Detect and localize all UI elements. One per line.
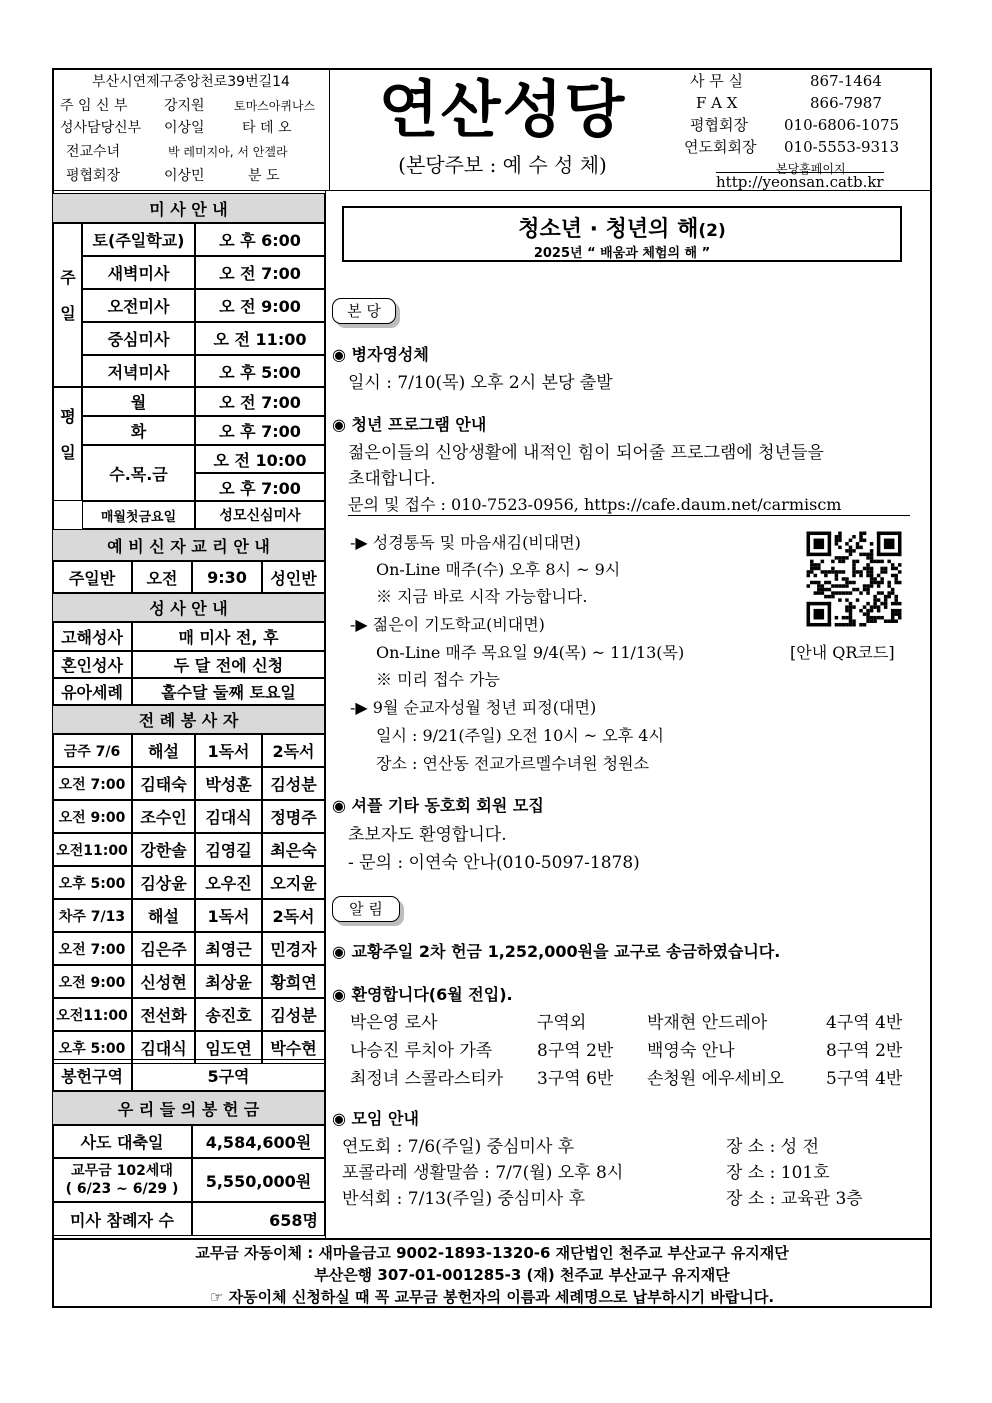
program-item: ※ 지금 바로 시작 가능합니다. [376,587,588,606]
offering-name: 사도 대축일 [52,1125,192,1158]
program-item: -▶ 9월 순교자성월 청년 피정(대면) [350,698,597,717]
liturgy-cell: 김성분 [262,998,325,1031]
mass-time: 오 전 9:00 [195,289,325,322]
mass-section-title: 미 사 안 내 [52,193,325,223]
liturgy-cell: 조수인 [132,800,195,833]
liturgy-cell: 김대식 [132,1031,195,1064]
liturgy-cell: 오전 7:00 [52,932,132,965]
qr-label: [안내 QR코드] [790,643,895,662]
notice-tab: 알 림 [332,896,400,922]
meeting-where: 장 소 : 성 전 [726,1137,820,1157]
mass-time: 오 후 6:00 [195,223,325,256]
staff-baptismal: 분 도 [248,168,280,184]
mass-time: 성모신심미사 [195,501,325,529]
welcome-entry: 백영숙 안나 [647,1041,735,1061]
liturgy-cell: 오전 7:00 [52,767,132,800]
youth-desc: 초대합니다. [348,469,436,489]
welcome-entry: 구역외 [537,1013,587,1033]
footer-line: ☞ 자동이체 신청하실 때 꼭 교무금 봉헌자의 이름과 세례명으로 납부하시기 바랍니다. [209,1288,775,1306]
header-title-block [330,68,675,190]
sacrament-value: 매 미사 전, 후 [132,622,325,651]
liturgy-cell: 김상윤 [132,866,195,899]
mass-name: 새벽미사 [82,256,195,289]
liturgy-cell: 오전 9:00 [52,965,132,998]
welcome-entry: 최정녀 스콜라스티카 [350,1069,504,1089]
liturgy-cell: 오후 5:00 [52,1031,132,1064]
liturgy-cell: 오전11:00 [52,833,132,866]
liturgy-cell: 강한솔 [132,833,195,866]
welcome-entry: 4구역 4반 [826,1013,903,1033]
mass-time: 오 전 10:00 [195,445,325,473]
staff-baptismal: 타 데 오 [242,120,292,136]
program-item: ※ 미리 접수 가능 [376,670,500,689]
offering-value: 4,584,600원 [192,1125,325,1158]
liturgy-cell: 오전11:00 [52,998,132,1031]
banner-title [344,212,900,243]
offering-section-title: 우 리 들 의 봉 헌 금 [52,1091,325,1125]
liturgy-header-cell: 1독서 [195,899,262,932]
contact-value: 010-5553-9313 [784,138,900,156]
liturgy-cell: 김성분 [262,767,325,800]
program-item: On-Line 매주 목요일 9/4(목) ~ 11/13(목) [376,643,685,662]
contact-row [676,92,932,114]
homepage-label: 본당홈페이지 [776,162,846,176]
sacrament-name: 고해성사 [52,622,132,651]
staff-name: 이상민 [164,168,205,184]
offering-name-line1: 교무금 102세대 [71,1163,173,1179]
liturgy-cell: 박수현 [262,1031,325,1064]
banner-title-text: 청소년 · 청년의 해 [518,217,699,242]
staff-name: 이상일 [164,120,205,136]
sick-communion-line: 일시 : 7/10(목) 오후 2시 본당 출발 [348,373,613,393]
liturgy-header-cell: 해설 [132,899,195,932]
contact-value: 866-7987 [810,94,882,112]
address: 부산시연제구중앙천로39번길14 [92,74,290,90]
mass-name: 토(주일학교) [82,223,195,256]
footer-line: 부산은행 307-01-001285-3 (재) 천주교 부산교구 유지재단 [314,1266,730,1284]
liturgy-cell: 송진호 [195,998,262,1031]
weekday-label: 평일 [52,387,82,501]
mass-time: 오 전 7:00 [195,387,325,416]
liturgy-cell: 오우진 [195,866,262,899]
staff-role: 성사담당신부 [60,120,142,136]
liturgy-cell: 최상윤 [195,965,262,998]
contact-row [676,114,932,136]
mass-name: 화 [82,416,195,445]
welcome-title: ◉ 환영합니다(6월 전입). [332,985,513,1004]
welcome-entry: 3구역 6반 [537,1069,614,1089]
program-item: 장소 : 연산동 전교가르멜수녀원 청원소 [376,754,650,773]
meeting-title: ◉ 모임 안내 [332,1109,419,1128]
offering-name: 미사 참례자 수 [52,1202,192,1236]
banner-title-suffix: (2) [698,221,726,241]
catechumen-cell: 오전 [132,561,192,593]
qr-code-icon[interactable] [800,528,908,630]
youth-contact: 문의 및 접수 : 010-7523-0956, https://cafe.daum.net/carmiscm [348,492,910,516]
offering-area-label: 봉헌구역 [52,1059,132,1091]
contact-label: 연도회회장 [684,138,757,156]
meeting-where: 장 소 : 교육관 3층 [726,1189,863,1209]
meeting-what: 포콜라레 생활말씀 : 7/7(월) 오후 8시 [342,1163,624,1183]
collection-notice: ◉ 교황주일 2차 헌금 1,252,000원을 교구로 송금하였습니다. [332,942,781,961]
banner-subtitle: 2025년 “ 배움과 체험의 해 ” [533,246,711,261]
liturgy-cell: 오전 9:00 [52,800,132,833]
club-title: ◉ 셔플 기타 동호회 회원 모집 [332,796,544,815]
catechumen-section-title: 예 비 신 자 교 리 안 내 [52,529,325,561]
liturgy-cell: 민경자 [262,932,325,965]
welcome-entry: 8구역 2반 [537,1041,614,1061]
contact-value: 010-6806-1075 [784,116,900,134]
contact-row [676,70,932,92]
liturgy-header-cell: 해설 [132,734,195,767]
parish-tab: 본 당 [332,298,396,324]
liturgy-cell: 정명주 [262,800,325,833]
program-item: -▶ 젊은이 기도학교(비대면) [350,615,545,634]
youth-program-title: ◉ 청년 프로그램 안내 [332,415,487,434]
mass-time: 오 후 5:00 [195,355,325,387]
liturgy-cell: 신성현 [132,965,195,998]
homepage-url[interactable]: http://yeonsan.catb.kr [716,173,884,191]
staff-row [52,164,330,188]
church-subtitle: (본당주보 : 예 수 성 체) [398,153,607,177]
welcome-entry: 손청원 에우세비오 [647,1069,784,1089]
staff-row [52,116,330,140]
liturgy-header-cell: 2독서 [262,899,325,932]
sacrament-value: 홀수달 둘째 토요일 [132,678,325,705]
liturgy-header-cell: 2독서 [262,734,325,767]
staff-role: 주 임 신 부 [60,98,128,114]
program-item: On-Line 매주(수) 오후 8시 ~ 9시 [376,560,621,579]
header-staff-block [52,68,330,190]
header-contacts [676,68,932,190]
contact-label: 평협회장 [690,116,748,134]
liturgy-cell: 전선화 [132,998,195,1031]
contact-row [676,136,932,158]
mass-name: 월 [82,387,195,416]
liturgy-cell: 김대식 [195,800,262,833]
staff-role: 평협회장 [66,168,121,184]
sacraments-section-title: 성 사 안 내 [52,593,325,622]
youth-desc: 젊은이들의 신앙생활에 내적인 힘이 되어줄 프로그램에 청년들을 [348,443,824,463]
catechumen-cell: 주일반 [52,561,132,593]
welcome-entry: 8구역 2반 [826,1041,903,1061]
header-divider [52,190,932,191]
mass-time: 오 전 11:00 [195,322,325,355]
mass-time: 오 후 7:00 [195,473,325,501]
liturgy-section-title: 전 례 봉 사 자 [52,705,325,734]
sunday-label: 주일 [52,223,82,387]
contact-label: 사 무 실 [690,72,744,90]
sacrament-name: 유아세례 [52,678,132,705]
mass-name: 수.목.금 [82,445,195,501]
mass-name: 매월첫금요일 [82,501,195,529]
welcome-entry: 5구역 4반 [826,1069,903,1089]
liturgy-cell: 임도연 [195,1031,262,1064]
welcome-entry: 나승진 루치아 가족 [350,1041,493,1061]
meeting-what: 연도회 : 7/6(주일) 중심미사 후 [342,1137,575,1157]
welcome-entry: 박재현 안드레아 [647,1013,768,1033]
staff-role: 전교수녀 [66,144,121,160]
footer [52,1238,932,1308]
mass-name: 오전미사 [82,289,195,322]
offering-value: 5,550,000원 [192,1158,325,1202]
mass-time: 오 후 7:00 [195,416,325,445]
staff-row [52,94,330,118]
welcome-entry: 박은영 로사 [350,1013,438,1033]
program-item: 일시 : 9/21(주일) 오전 10시 ~ 오후 4시 [376,726,664,745]
liturgy-cell: 김은주 [132,932,195,965]
offering-area-value: 5구역 [132,1059,325,1091]
liturgy-cell: 김태숙 [132,767,195,800]
sacrament-value: 두 달 전에 신청 [132,651,325,678]
offering-name-line2: ( 6/23 ~ 6/29 ) [65,1181,179,1197]
program-item: -▶ 성경통독 및 마음새김(비대면) [350,533,581,552]
meeting-what: 반석회 : 7/13(주일) 중심미사 후 [342,1189,586,1209]
staff-baptismal: 토마스아퀴나스 [234,99,316,113]
staff-row [52,140,330,164]
liturgy-cell: 최은숙 [262,833,325,866]
contact-value: 867-1464 [810,72,882,90]
liturgy-cell: 김영길 [195,833,262,866]
liturgy-cell: 오지윤 [262,866,325,899]
footer-line: 교무금 자동이체 : 새마을금고 9002-1893-1320-6 재단법인 천주교 부산교구 유지재단 [195,1244,789,1262]
mass-time: 오 전 7:00 [195,256,325,289]
club-line: - 문의 : 이연숙 안나(010-5097-1878) [348,853,640,873]
liturgy-cell: 박성훈 [195,767,262,800]
church-title: 연산성당 [378,73,627,146]
liturgy-cell: 오후 5:00 [52,866,132,899]
offering-value: 658명 [192,1202,325,1236]
liturgy-cell: 최영근 [195,932,262,965]
staff-name: 박 레미지아, 서 안젤라 [168,145,288,159]
contact-label: F A X [696,94,738,112]
liturgy-cell: 황희연 [262,965,325,998]
club-line: 초보자도 환영합니다. [348,825,507,845]
liturgy-header-cell: 차주 7/13 [52,899,132,932]
liturgy-header-cell: 금주 7/6 [52,734,132,767]
liturgy-header-cell: 1독서 [195,734,262,767]
mass-name: 중심미사 [82,322,195,355]
sacrament-name: 혼인성사 [52,651,132,678]
mass-name: 저녁미사 [82,355,195,387]
meeting-where: 장 소 : 101호 [726,1163,830,1183]
staff-name: 강지원 [164,98,205,114]
catechumen-cell: 성인반 [262,561,325,593]
column-divider [325,190,326,1238]
sick-communion-title: ◉ 병자영성체 [332,345,429,364]
catechumen-cell: 9:30 [192,561,262,593]
offering-name [52,1158,192,1202]
theme-banner [342,206,902,262]
